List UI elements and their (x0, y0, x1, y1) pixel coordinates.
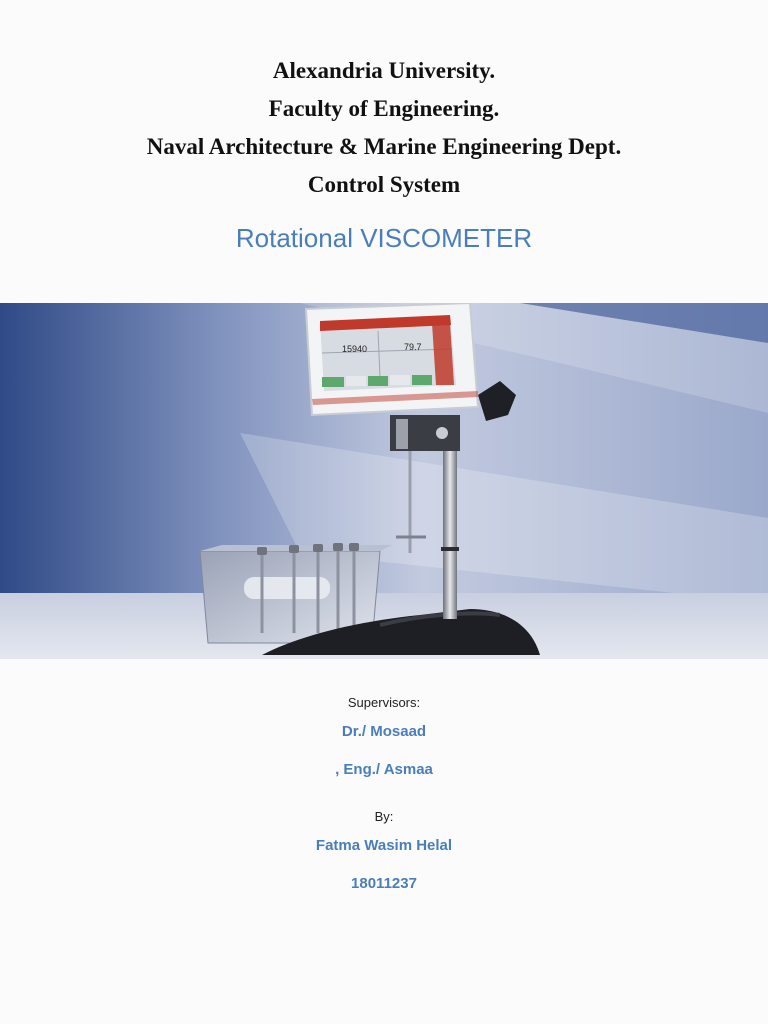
author-label: By: (374, 809, 394, 824)
document-title: Rotational VISCOMETER (235, 223, 533, 253)
faculty-name: Faculty of Engineering. (268, 96, 500, 121)
author-id: 18011237 (351, 875, 417, 892)
course-name: Control System (307, 172, 461, 197)
supervisor-name-2: , Eng./ Asmaa (335, 761, 433, 778)
viscometer-illustration (0, 303, 768, 659)
author-name: Fatma Wasim Helal (315, 837, 453, 854)
screen-reading-left: 15940 (342, 344, 368, 354)
department-name: Naval Architecture & Marine Engineering Dept. (146, 134, 622, 159)
supervisors-label: Supervisors: (347, 695, 421, 710)
supervisor-name-1: Dr./ Mosaad (341, 723, 427, 740)
header-block (0, 52, 768, 204)
screen-reading-right: 79.7 (404, 342, 422, 352)
viscometer-photo (0, 303, 768, 659)
university-name: Alexandria University. (272, 58, 496, 83)
